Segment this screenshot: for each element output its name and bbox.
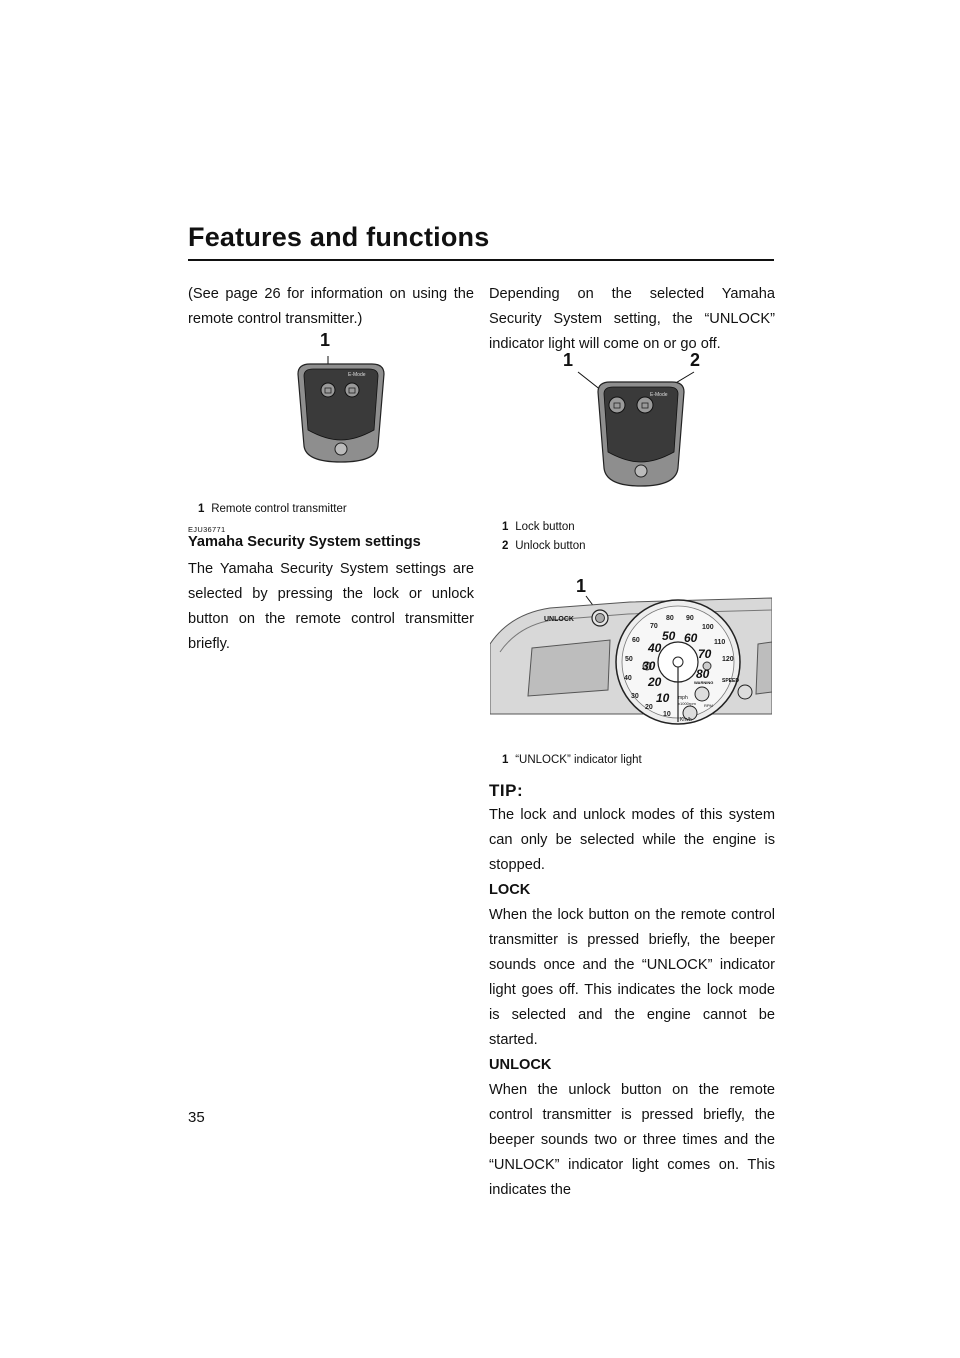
figure1-callout: 1 xyxy=(320,330,331,350)
tip-body xyxy=(489,803,775,1203)
depend-paragraph: Depending on the selected Yamaha Security System setting, the “UNLOCK” indicator light will come on or go off. xyxy=(489,286,775,352)
mph-label: mph xyxy=(678,695,688,701)
svg-text:30: 30 xyxy=(642,659,656,673)
header-rule xyxy=(188,259,774,261)
svg-text:60: 60 xyxy=(684,631,698,645)
section-code: EJU36771 xyxy=(188,525,226,534)
warning-label: WARNING xyxy=(694,680,714,685)
svg-text:20: 20 xyxy=(645,704,653,711)
figure2-caption-2: 2 Unlock button xyxy=(502,540,586,552)
svg-text:40: 40 xyxy=(648,641,662,655)
figure2-callout-2: 2 xyxy=(690,350,701,370)
figure1-caption: 1 Remote control transmitter xyxy=(198,503,347,515)
lock-paragraph: When the lock button on the remote control transmitter is pressed briefly, the beeper sounds once and the “UNLOCK” indicator light goes off. This indicates the lock mode is selected and the engine cannot be started. xyxy=(489,907,775,1048)
intro-paragraph: (See page 26 for information on using the remote control transmitter.) xyxy=(188,286,474,327)
remote-transmitter-icon xyxy=(560,350,710,500)
figure3-callout: 1 xyxy=(576,576,587,596)
svg-text:60: 60 xyxy=(632,637,640,644)
tip-heading: TIP: xyxy=(489,781,524,800)
speed-label: SPEED xyxy=(722,678,739,684)
gauge-panel-figure xyxy=(490,574,772,726)
rpm-label: RPM xyxy=(704,703,713,708)
gauge-panel-illustration xyxy=(490,574,772,726)
svg-text:10: 10 xyxy=(656,691,670,705)
svg-text:50: 50 xyxy=(662,629,676,643)
svg-text:50: 50 xyxy=(625,656,633,663)
svg-text:70: 70 xyxy=(698,647,712,661)
svg-text:80: 80 xyxy=(666,615,674,622)
tip-paragraph: The lock and unlock modes of this system can only be selected while the engine is stopped. xyxy=(489,807,775,873)
svg-text:100: 100 xyxy=(702,624,714,631)
svg-text:80: 80 xyxy=(696,667,710,681)
page-title: Features and functions xyxy=(188,222,490,252)
svg-text:40: 40 xyxy=(624,675,632,682)
unlock-paragraph: When the unlock button on the remote control transmitter is pressed briefly, the beeper sounds two or three times and the “UNLOCK” indicator light comes on. This indicates the xyxy=(489,1082,775,1198)
svg-text:90: 90 xyxy=(686,615,694,622)
svg-text:70: 70 xyxy=(650,623,658,630)
lock-button-icon xyxy=(609,397,625,413)
unlock-button-icon xyxy=(637,397,653,413)
figure1-mode-label: E-Mode xyxy=(348,372,366,378)
svg-text:120: 120 xyxy=(722,656,734,663)
remote-transmitter-icon xyxy=(286,334,396,469)
svg-text:110: 110 xyxy=(714,639,726,646)
svg-text:30: 30 xyxy=(631,693,639,700)
remote-transmitter-figure xyxy=(286,330,396,469)
unlock-label: UNLOCK xyxy=(544,616,574,623)
kmh-label: Km/h xyxy=(680,717,692,723)
page-number: 35 xyxy=(188,1109,205,1126)
lock-heading: LOCK xyxy=(489,882,531,898)
unlock-heading: UNLOCK xyxy=(489,1057,552,1073)
settings-paragraph: The Yamaha Security System settings are selected by pressing the lock or unlock button on the remote control transmitter briefly. xyxy=(188,561,474,652)
figure3-caption: 1 “UNLOCK” indicator light xyxy=(502,754,642,766)
rpm-unit-label: x1000rpm xyxy=(678,701,696,706)
section-heading: Yamaha Security System settings xyxy=(188,534,421,550)
lock-unlock-figure xyxy=(560,350,710,500)
figure2-mode-label: E-Mode xyxy=(650,392,668,398)
svg-text:20: 20 xyxy=(648,675,662,689)
figure2-callout-1: 1 xyxy=(563,350,574,370)
figure2-caption-1: 1 Lock button xyxy=(502,521,575,533)
svg-text:10: 10 xyxy=(663,711,671,718)
